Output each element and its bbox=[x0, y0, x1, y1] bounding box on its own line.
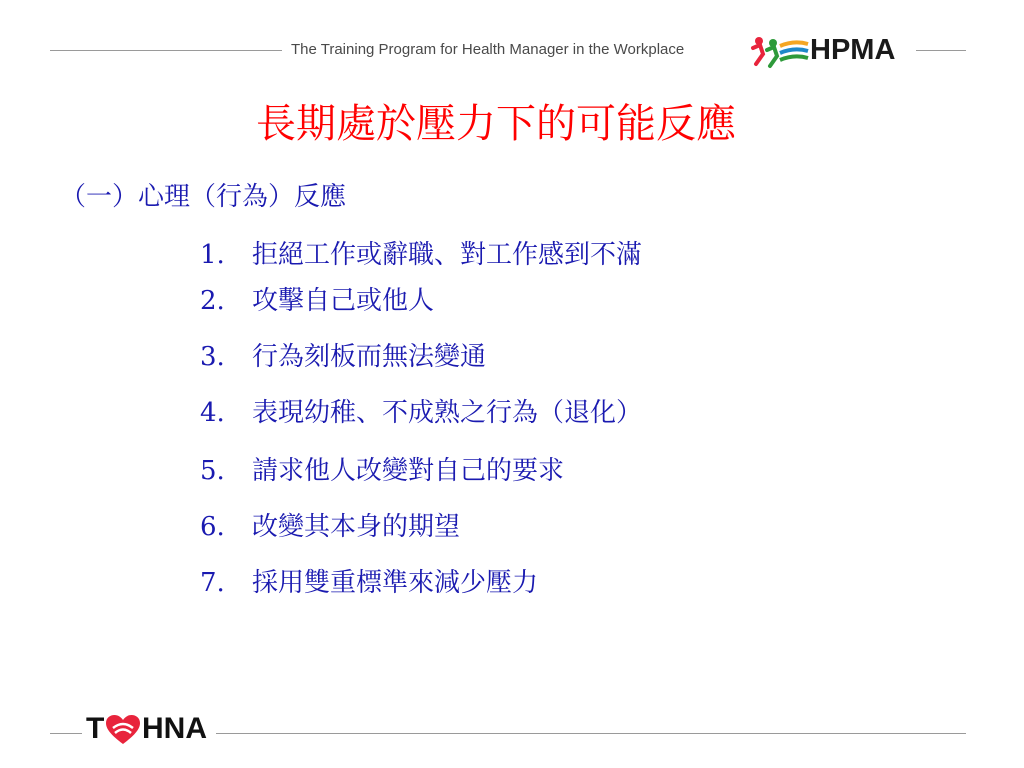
list-item-text: 改變其本身的期望 bbox=[252, 512, 461, 542]
list-item-number: 3. bbox=[200, 342, 225, 372]
list-item-text: 攻擊自己或他人 bbox=[252, 286, 435, 316]
list-item bbox=[200, 562, 538, 599]
tohna-logo bbox=[86, 712, 216, 748]
list-item bbox=[200, 280, 434, 317]
header-rule-right bbox=[916, 50, 966, 51]
list-item-text: 行為刻板而無法變通 bbox=[252, 342, 487, 372]
hpma-logo-text: HPMA bbox=[810, 34, 896, 66]
list-item bbox=[200, 234, 642, 271]
list-item-number: 2. bbox=[200, 286, 225, 316]
tohna-logo-text-t: T bbox=[86, 712, 105, 745]
list-item-number: 6. bbox=[200, 512, 225, 542]
heart-icon bbox=[105, 714, 141, 746]
footer-rule-right bbox=[216, 733, 966, 734]
list-item-text: 請求他人改變對自己的要求 bbox=[252, 456, 565, 486]
slide-title: 長期處於壓力下的可能反應 bbox=[256, 101, 736, 147]
footer-rule-left bbox=[50, 733, 82, 734]
list-item-number: 4. bbox=[200, 398, 225, 428]
list-item bbox=[200, 336, 486, 373]
hpma-runners-icon bbox=[750, 32, 810, 72]
hpma-logo bbox=[750, 32, 910, 72]
section-heading: （一）心理（行為）反應 bbox=[60, 182, 347, 212]
list-item-text: 表現幼稚、不成熟之行為（退化） bbox=[252, 398, 643, 428]
list-item-number: 1. bbox=[200, 240, 225, 270]
list-item bbox=[200, 506, 460, 543]
list-item-number: 5. bbox=[200, 456, 225, 486]
program-title: The Training Program for Health Manager in the Workplace bbox=[291, 41, 685, 58]
list-item-text: 拒絕工作或辭職、對工作感到不滿 bbox=[252, 240, 643, 270]
tohna-logo-text-hna: HNA bbox=[142, 712, 207, 745]
list-item-text: 採用雙重標準來減少壓力 bbox=[252, 568, 539, 598]
list-item-number: 7. bbox=[200, 568, 225, 598]
list-item bbox=[200, 392, 642, 429]
list-item bbox=[200, 450, 564, 487]
header-rule-left bbox=[50, 50, 282, 51]
